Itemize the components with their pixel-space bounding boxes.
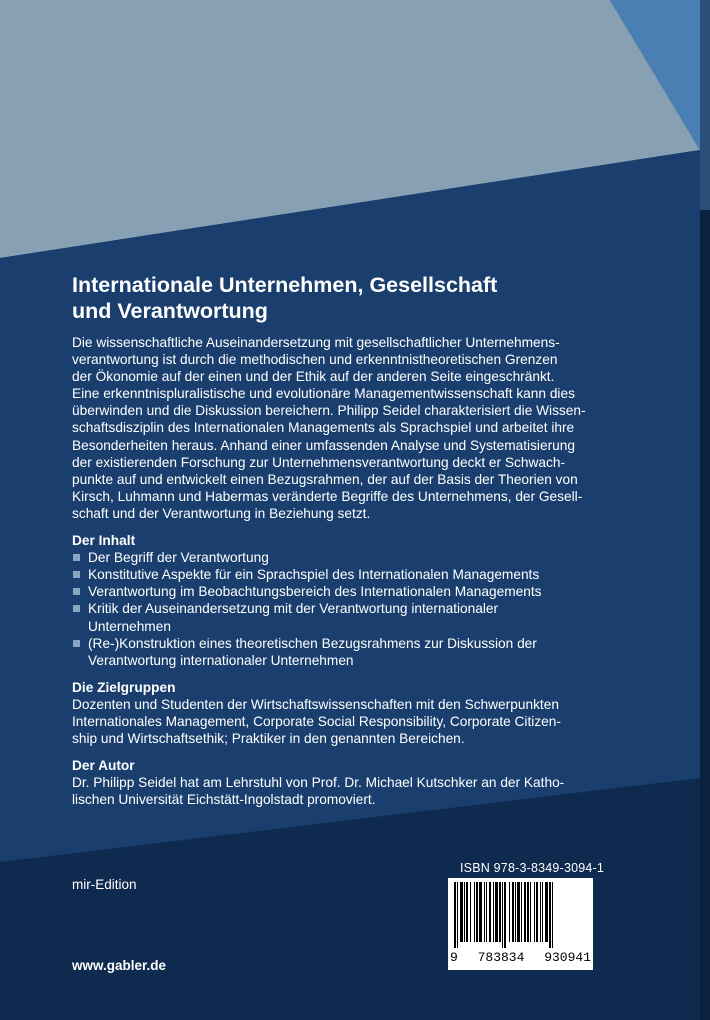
title-line: Internationale Unternehmen, Gesellschaft	[72, 273, 498, 297]
list-item	[72, 566, 612, 583]
list-item-line: Konstitutive Aspekte für ein Sprachspiel des Internationalen Managements	[88, 567, 540, 583]
publisher-website-link[interactable]: www.gabler.de	[72, 958, 167, 973]
list-item	[72, 635, 612, 669]
barcode-bar	[545, 882, 548, 942]
barcode-digits	[450, 950, 591, 965]
barcode-bar	[534, 882, 535, 942]
square-bullet-icon	[73, 588, 80, 595]
barcode-digit-group: 9	[450, 950, 458, 965]
barcode-bar	[502, 882, 503, 948]
square-bullet-icon	[73, 605, 80, 612]
barcode-bar	[464, 882, 465, 942]
barcode-bar	[517, 882, 520, 942]
barcode-bar	[479, 882, 482, 942]
blurb-line: schaft und der Verantwortung in Beziehung setzt.	[72, 505, 371, 521]
blurb	[72, 334, 612, 522]
barcode-bar	[499, 882, 501, 942]
barcode-bar	[540, 882, 541, 942]
blurb-line: Besonderheiten heraus. Anhand einer umfassenden Analyse und Systematisierung	[72, 437, 575, 453]
title-line: und Verantwortung	[72, 299, 268, 323]
barcode-bar	[542, 882, 543, 942]
barcode-bar	[515, 882, 516, 942]
barcode-bar	[524, 882, 526, 942]
list-item-line: Kritik der Auseinandersetzung mit der Verantwortung internationaler	[88, 601, 499, 617]
barcode-bar	[552, 882, 553, 948]
barcode-bar	[474, 882, 475, 942]
barcode-bar	[504, 882, 506, 948]
author-text	[72, 774, 612, 808]
blurb-line: der Ökonomie auf der einen und der Ethik auf der anderen Seite eingeschränkt.	[72, 369, 555, 385]
author-line: Dr. Philipp Seidel hat am Lehrstuhl von Prof. Dr. Michael Kutschker an der Katho-	[72, 775, 565, 791]
barcode-bar	[457, 882, 458, 948]
blurb-line: der existierenden Forschung zur Unternehmensverantwortung deckt er Schwach-	[72, 454, 565, 470]
barcode-bars	[454, 882, 587, 948]
list-item-line: Verantwortung im Beobachtungsbereich des Internationalen Managements	[88, 584, 542, 600]
list-item-line: (Re-)Konstruktion eines theoretischen Bezugsrahmens zur Diskussion der	[88, 635, 537, 651]
list-item	[72, 583, 612, 600]
barcode-digit-group: 930941	[544, 950, 591, 965]
blurb-line: schaftsdisziplin des Internationalen Managements als Sprachspiel und arbeitet ihre	[72, 420, 575, 436]
audience-line: ship und Wirtschaftsethik; Praktiker in den genannten Bereichen.	[72, 731, 465, 747]
list-item	[72, 600, 612, 634]
barcode-bar	[486, 882, 487, 942]
barcode-bar	[527, 882, 529, 942]
barcode-bar	[460, 882, 463, 942]
contents-heading: Der Inhalt	[72, 533, 136, 549]
blurb-line: Eine erkenntnispluralistische und evolutionäre Managementwissenschaft kann dies	[72, 386, 575, 402]
square-bullet-icon	[73, 640, 80, 647]
square-bullet-icon	[73, 571, 80, 578]
barcode-bar	[466, 882, 468, 942]
blurb-line: Kirsch, Luhmann und Habermas veränderte Begriffe des Unternehmens, der Gesell-	[72, 488, 583, 504]
audience-line: Dozenten und Studenten der Wirtschaftswissenschaften mit den Schwerpunkten	[72, 696, 559, 712]
barcode-bar	[489, 882, 491, 942]
list-item-line: Der Begriff der Verantwortung	[88, 550, 269, 566]
barcode-digit-group: 783834	[477, 950, 525, 965]
audience-line: Internationales Management, Corporate Social Responsibility, Corporate Citizen-	[72, 713, 561, 729]
square-bullet-icon	[73, 554, 80, 561]
list-item-line: Unternehmen	[88, 618, 171, 634]
barcode-bar	[536, 882, 538, 942]
blurb-line: punkte auf und entwickelt einen Bezugsrahmen, der auf der Basis der Theorien von	[72, 471, 578, 487]
audience-heading: Die Zielgruppen	[72, 679, 176, 695]
audience-text	[72, 696, 612, 747]
contents-list	[72, 549, 612, 669]
barcode-bar	[493, 882, 494, 942]
barcode-bar	[495, 882, 498, 942]
spine-edge-light	[700, 0, 710, 210]
list-item-line: Verantwortung internationaler Unternehmen	[88, 652, 354, 668]
list-item	[72, 549, 612, 566]
barcode-bar	[549, 882, 551, 948]
barcode-bar	[476, 882, 478, 942]
barcode-bar	[512, 882, 514, 942]
blurb-line: verantwortung ist durch die methodischen und erkenntnistheoretischen Grenzen	[72, 352, 558, 368]
cover-text	[72, 272, 612, 808]
blurb-line: Die wissenschaftliche Auseinandersetzung mit gesellschaftlicher Unternehmens-	[72, 335, 560, 350]
isbn-label: ISBN 978-3-8349-3094-1	[460, 861, 605, 875]
barcode-bar	[509, 882, 510, 942]
imprint-label: mir-Edition	[72, 877, 137, 892]
author-heading: Der Autor	[72, 758, 135, 774]
barcode	[448, 878, 593, 970]
barcode-bar	[454, 882, 456, 948]
barcode-bar	[521, 882, 522, 942]
blurb-line: überwinden und die Diskussion bereichern. Philipp Seidel charakterisiert die Wissen-	[72, 403, 586, 419]
barcode-bar	[484, 882, 485, 942]
author-line: lischen Universität Eichstätt-Ingolstadt promoviert.	[72, 792, 376, 808]
book-title	[72, 272, 612, 324]
barcode-bar	[530, 882, 531, 942]
barcode-bar	[470, 882, 471, 942]
